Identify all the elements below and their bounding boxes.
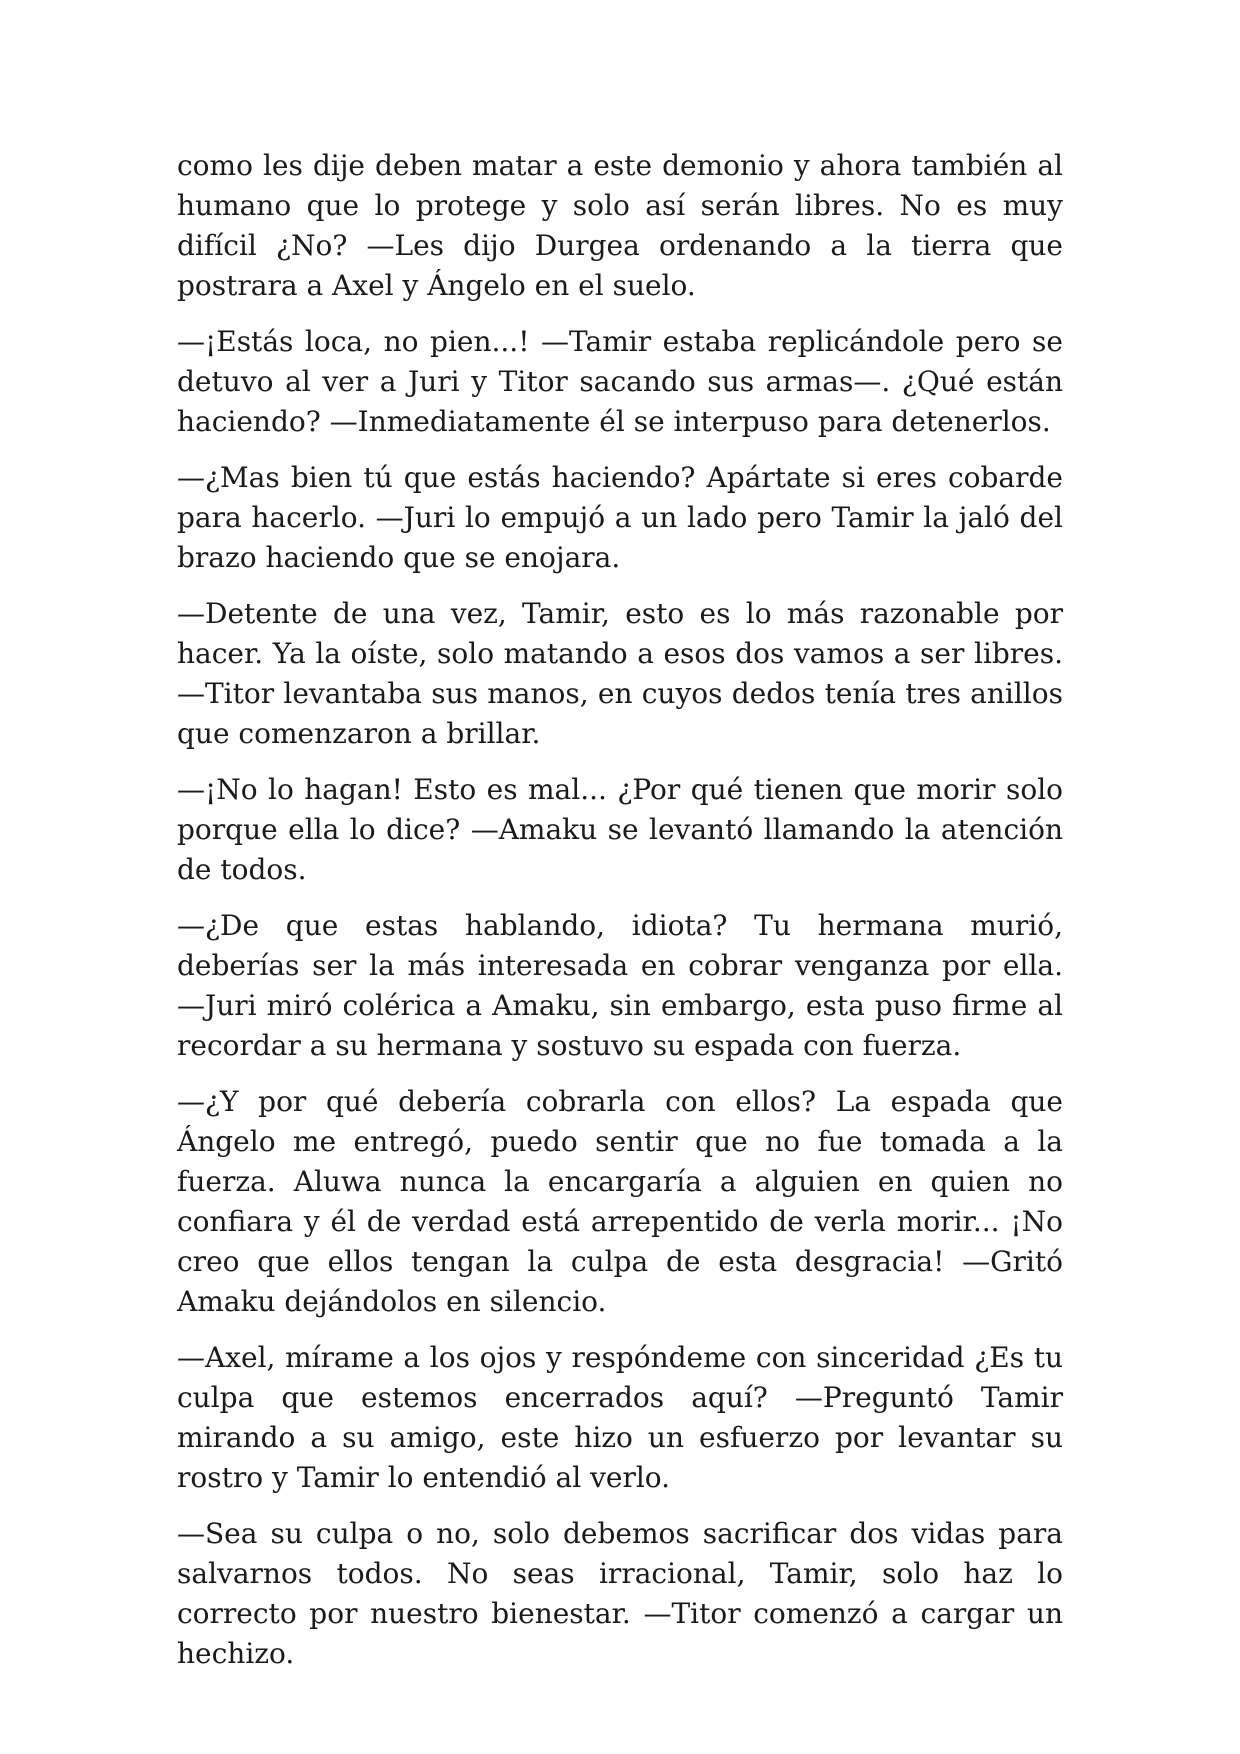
- paragraph: —Sea su culpa o no, solo debemos sacrificar dos vidas para salvarnos todos. No seas irracional, Tamir, solo haz lo correcto por nuestro bienestar. —Titor comenzó a cargar un hechizo.: [177, 1517, 1063, 1670]
- paragraph: —Detente de una vez, Tamir, esto es lo más razonable por hacer. Ya la oíste, solo matando a esos dos vamos a ser libres. —Titor levantaba sus manos, en cuyos dedos tenía tres anillos que comenzaron a brillar.: [177, 597, 1063, 750]
- paragraph: —¿Y por qué debería cobrarla con ellos? La espada que Ángelo me entregó, puedo sentir que no fue tomada a la fuerza. Aluwa nunca la encargaría a alguien en quien no confiara y él de verdad está arrepentido de verla morir... ¡No creo que ellos tengan la culpa de esta desgracia! —Gritó Amaku dejándolos en silencio.: [177, 1085, 1063, 1318]
- paragraph: —Axel, mírame a los ojos y respóndeme con sinceridad ¿Es tu culpa que estemos encerrados aquí? —Preguntó Tamir mirando a su amigo, este hizo un esfuerzo por levantar su rostro y Tamir lo entendió al verlo.: [177, 1341, 1063, 1494]
- paragraph: —¡Estás loca, no pien...! —Tamir estaba replicándole pero se detuvo al ver a Juri y Titor sacando sus armas—. ¿Qué están haciendo? —Inmediatamente él se interpuso para detenerlos.: [177, 325, 1063, 438]
- paragraph: —¿Mas bien tú que estás haciendo? Apártate si eres cobarde para hacerlo. —Juri lo empujó a un lado pero Tamir la jaló del brazo haciendo que se enojara.: [177, 461, 1063, 574]
- paragraph: —¿De que estas hablando, idiota? Tu hermana murió, deberías ser la más interesada en cobrar venganza por ella. —Juri miró colérica a Amaku, sin embargo, esta puso firme al recordar a su hermana y sostuvo su espada con fuerza.: [177, 909, 1063, 1062]
- paragraph: —¡No lo hagan! Esto es mal... ¿Por qué tienen que morir solo porque ella lo dice? —Amaku se levantó llamando la atención de todos.: [177, 773, 1063, 886]
- paragraph: como les dije deben matar a este demonio y ahora también al humano que lo protege y solo así serán libres. No es muy difícil ¿No? —Les dijo Durgea ordenando a la tierra que postrara a Axel y Ángelo en el suelo.: [177, 149, 1063, 302]
- page-body: [177, 146, 1063, 1674]
